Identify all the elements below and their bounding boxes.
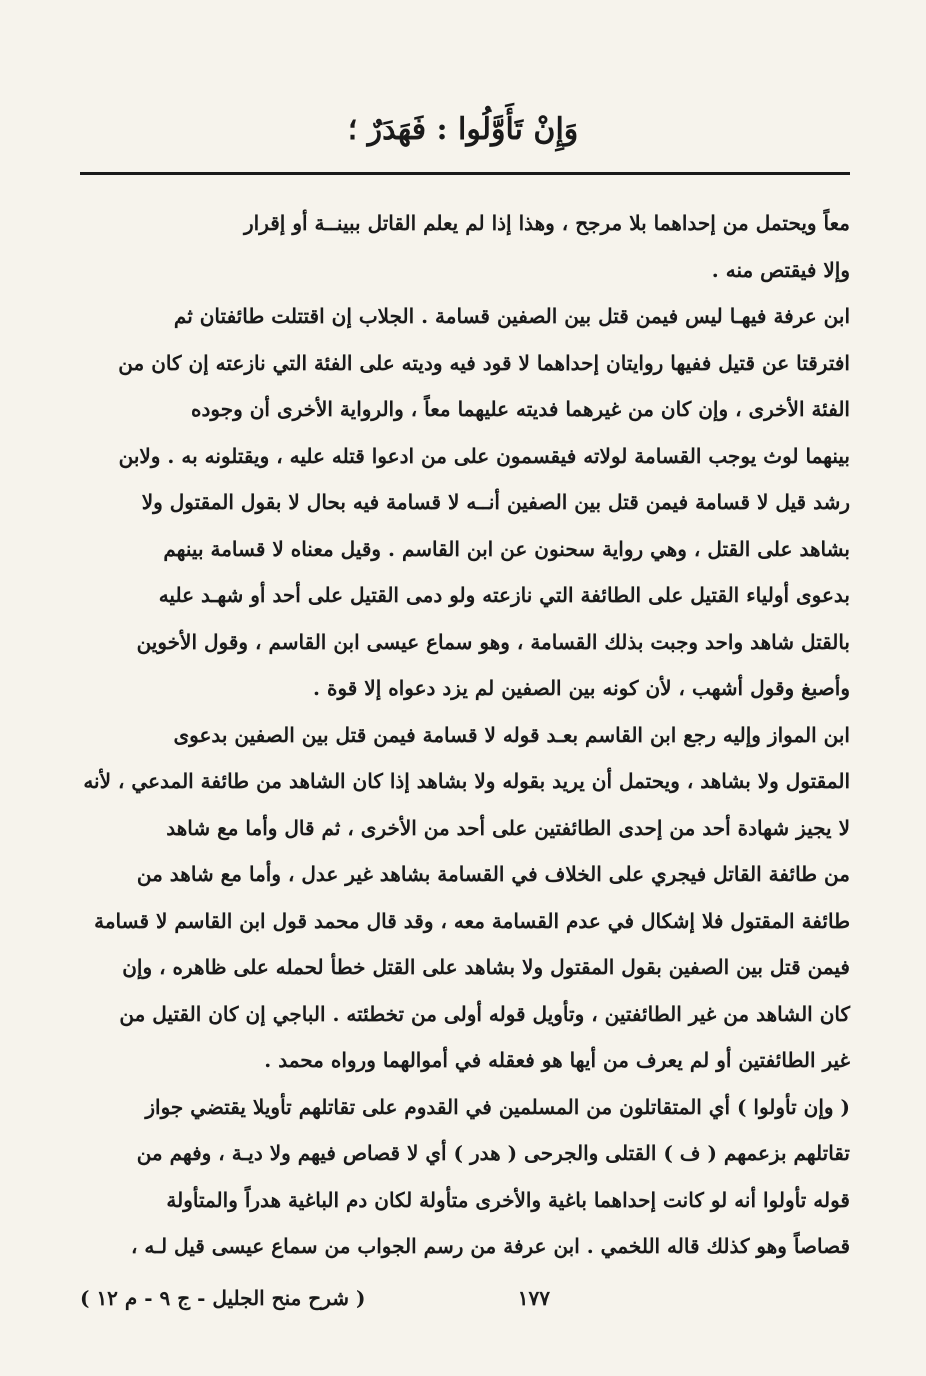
header-rule [80, 172, 850, 175]
text-line: ابن المواز وإليه رجع ابن القاسم بعـد قوله لا قسامة فيمن قتل بين الصفين بدعوى [173, 722, 850, 747]
text-line: رشد قيل لا قسامة فيمن قتل بين الصفين أنــه لا قسامة فيه بحال لا بقول المقتول ولا [141, 490, 850, 514]
text-line: تقاتلهم بزعمهم ( ف ) القتلى والجرحى ( هدر ) أي لا قصاص فيهم ولا ديـة ، وفهم من [136, 1141, 850, 1165]
text-line: من طائفة القاتل فيجري على الخلاف في القسامة بشاهد غير عدل ، وأما مع شاهد من [136, 862, 850, 886]
text-line: بالقتل شاهد واحد وجبت بذلك القسامة ، وهو سماع عيسى ابن القاسم ، وقول الأخوين [136, 629, 850, 654]
text-line: معاً ويحتمل من إحداهما بلا مرجح ، وهذا إذا لم يعلم القاتل ببينــة أو إقرار [243, 211, 850, 235]
text-line: المقتول ولا بشاهد ، ويحتمل أن يريد بقوله ولا بشاهد إذا كان الشاهد من طائفة المدعي ، لأنه [83, 769, 850, 793]
text-line: طائفة المقتول فلا إشكال في عدم القسامة معه ، وقد قال محمد قول ابن القاسم لا قسامة [94, 908, 850, 933]
text-line: غير الطائفتين أو لم يعرف من أيها هو فعقله في أموالهما ورواه محمد . [264, 1048, 850, 1072]
text-line: قصاصاً وهو كذلك قاله اللخمي . ابن عرفة من رسم الجواب من سماع عيسى قيل لـه ، [130, 1234, 850, 1258]
text-line: وأصبغ وقول أشهب ، لأن كونه بين الصفين لم يزد دعواه إلا قوة . [313, 676, 850, 700]
text-line: بدعوى أولياء القتيل على الطائفة التي نازعته ولو دمى القتيل على أحد أو شهـد عليه [158, 583, 850, 607]
text-line: الفئة الأخرى ، وإن كان من غيرهما فديته عليهما معاً ، والرواية الأخرى أن وجوده [191, 397, 850, 421]
text-line: كان الشاهد من غير الطائفتين ، وتأويل قوله أولى من تخطئته . الباجي إن كان القتيل من [119, 1001, 850, 1026]
text-line: فيمن قتل بين الصفين بقول المقتول ولا بشاهد على القتل خطأ لحمله على ظاهره ، وإن [122, 955, 850, 979]
text-line: لا يجيز شهادة أحد من إحدى الطائفتين على أحد من الأخرى ، ثم قال وأما مع شاهد [166, 815, 850, 840]
page-number: ١٧٧ [517, 1286, 550, 1310]
text-line: وإلا فيقتص منه . [711, 257, 850, 282]
page-title: وَإِنْ تَأَوَّلُوا : فَهَدَرٌ ؛ [347, 112, 579, 147]
text-line: قوله تأولوا أنه لو كانت إحداهما باغية والأخرى متأولة لكان دم الباغية هدراً والمتأولة [166, 1187, 850, 1212]
text-line: ( وإن تأولوا ) أي المتقاتلون من المسلمين في القدوم على تقاتلهم تأويلا يقتضي جواز [145, 1094, 850, 1119]
text-line: افترقتا عن قتيل ففيها روايتان إحداهما لا قود فيه وديته على الفئة التي نازعته إن كان من [118, 350, 850, 375]
body-text [82, 200, 850, 1270]
text-line: بينهما لوث يوجب القسامة لولاته فيقسمون على من ادعوا قتله عليه ، ويقتلونه به . ولابن [118, 443, 850, 468]
signature-mark: ( شرح منح الجليل - ج ٩ - م ١٢ ) [80, 1286, 366, 1310]
text-line: بشاهد على القتل ، وهي رواية سحنون عن ابن القاسم . وقيل معناه لا قسامة بينهم [163, 536, 850, 561]
text-line: ابن عرفة فيهـا ليس فيمن قتل بين الصفين قسامة . الجلاب إن اقتتلت طائفتان ثم [173, 304, 850, 328]
